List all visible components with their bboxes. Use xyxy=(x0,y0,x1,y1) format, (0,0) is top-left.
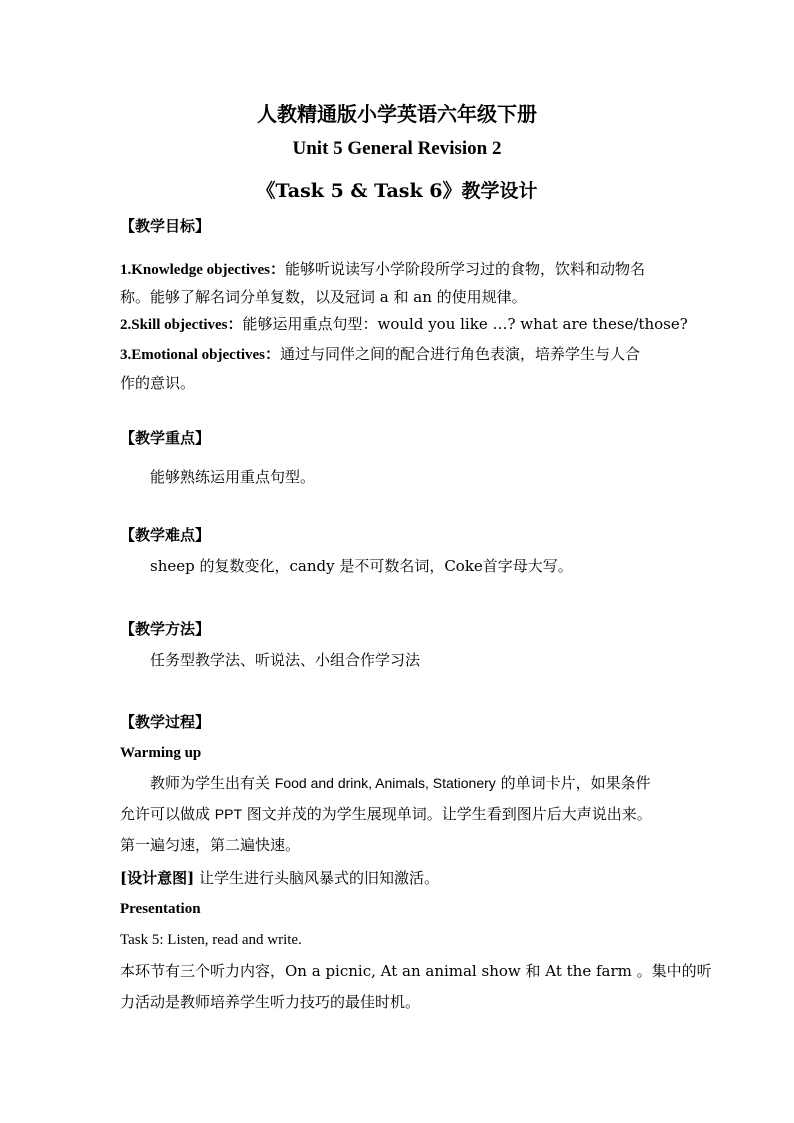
task-5-title: Task 5: Listen, read and write. xyxy=(120,932,302,948)
objective-2 xyxy=(120,314,688,335)
warming-text-2a: 允许可以做成 xyxy=(120,805,215,823)
warming-up-line-1 xyxy=(150,773,651,793)
warming-categories: Food and drink, Animals, Stationery xyxy=(274,775,496,791)
process-heading: 【教学过程】 xyxy=(120,713,211,731)
objective-3-label: 3.Emotional objectives： xyxy=(120,347,280,363)
design-intent-text: 让学生进行头脑风暴式的旧知激活。 xyxy=(194,869,439,887)
warming-up-label: Warming up xyxy=(120,745,202,761)
task-5-description-line-1: 本环节有三个听力内容，On a picnic, At an animal show 和 At the farm 。集中的听 xyxy=(120,962,712,980)
difficulties-heading: 【教学难点】 xyxy=(120,526,211,544)
objective-3-line-2: 作的意识。 xyxy=(120,374,196,392)
key-points-heading: 【教学重点】 xyxy=(120,429,211,447)
key-points-text: 能够熟练运用重点句型。 xyxy=(150,468,316,486)
document-title: 人教精通版小学英语六年级下册 xyxy=(257,102,537,126)
unit-title: Unit 5 General Revision 2 xyxy=(292,138,502,159)
methods-heading: 【教学方法】 xyxy=(120,620,211,638)
objective-1-line-1 xyxy=(120,259,645,280)
warming-ppt: PPT xyxy=(214,806,243,822)
presentation-label: Presentation xyxy=(120,901,201,917)
objective-1-line-2: 称。能够了解名词分单复数，以及冠词 a 和 an 的使用规律。 xyxy=(120,288,527,306)
design-intent xyxy=(120,868,439,888)
task-5-description-line-2: 力活动是教师培养学生听力技巧的最佳时机。 xyxy=(120,993,421,1011)
difficulties-text: sheep 的复数变化，candy 是不可数名词，Coke首字母大写。 xyxy=(150,557,573,575)
objective-1-label: 1.Knowledge objectives： xyxy=(120,262,285,278)
objective-2-text: 能够运用重点句型：would you like …? what are these/those? xyxy=(242,315,688,333)
objectives-heading: 【教学目标】 xyxy=(120,217,211,235)
design-intent-label: [设计意图] xyxy=(120,869,195,887)
objective-3-text: 通过与同伴之间的配合进行角色表演，培养学生与人合 xyxy=(279,345,640,363)
warming-up-line-3: 第一遍匀速，第二遍快速。 xyxy=(120,836,301,854)
warming-text-1b: 的单词卡片，如果条件 xyxy=(495,774,651,792)
warming-text-2b: 图文并茂的为学生展现单词。让学生看到图片后大声说出来。 xyxy=(242,805,652,823)
lesson-title: 《Task 5 & Task 6》教学设计 xyxy=(256,180,538,202)
objective-3-line-1 xyxy=(120,344,640,365)
warming-text-1a: 教师为学生出有关 xyxy=(150,774,275,792)
objective-1-text: 能够听说读写小学阶段所学习过的食物，饮料和动物名 xyxy=(284,260,645,278)
objective-2-label: 2.Skill objectives： xyxy=(120,317,243,333)
methods-text: 任务型教学法、听说法、小组合作学习法 xyxy=(150,651,421,669)
warming-up-line-2 xyxy=(120,804,652,824)
